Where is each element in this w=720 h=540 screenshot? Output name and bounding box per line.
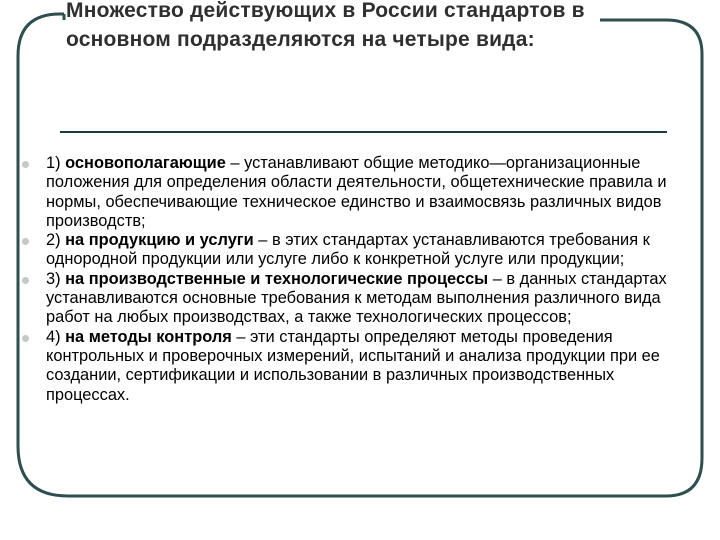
item-number: 2) (46, 231, 66, 250)
item-number: 1) (46, 154, 66, 172)
slide-title: Множество действующих в России стандартов в основном подразделяются на четыре вида: (66, 0, 585, 51)
bullet-dot-icon (22, 238, 29, 245)
item-term: на производственные и технологические процессы (65, 269, 489, 288)
title-divider (60, 131, 667, 133)
list-item-text (46, 154, 667, 230)
bullet-list (0, 154, 720, 405)
bullet-dot-icon (22, 161, 29, 168)
item-description: – эти стандарты определяют методы проведения контрольных и проверочных измерений, испытаний и анализа продукции при ее создании, сертификации и использовании в различных производственных процессах. (46, 327, 660, 404)
list-item (0, 154, 674, 231)
list-item-text (46, 328, 660, 404)
list-item (0, 328, 674, 405)
item-term: основополагающие (65, 154, 226, 172)
list-item (0, 231, 674, 270)
list-item (0, 270, 674, 328)
list-item-text (46, 231, 650, 268)
bullet-dot-icon (22, 277, 29, 284)
item-term: на продукцию и услуги (65, 231, 254, 250)
item-description: – устанавливают общие методико—организационные положения для определения области деятельности, общетехнические правила и нормы, обеспечивающие техническое единство и взаимосвязь различных видов производств; (46, 154, 667, 230)
list-item-text (46, 270, 667, 327)
bullet-dot-icon (22, 335, 29, 342)
item-description: – в этих стандартах устанавливаются требования к однородной продукции или услуге либо к конкретной услуге или продукции; (46, 231, 650, 269)
item-number: 3) (46, 269, 66, 288)
item-description: – в данных стандартах устанавливаются основные требования к методам выполнения различного вида работ на любых производствах, а также технологических процессов; (46, 269, 667, 327)
item-term: на методы контроля (65, 327, 232, 346)
item-number: 4) (46, 327, 66, 346)
